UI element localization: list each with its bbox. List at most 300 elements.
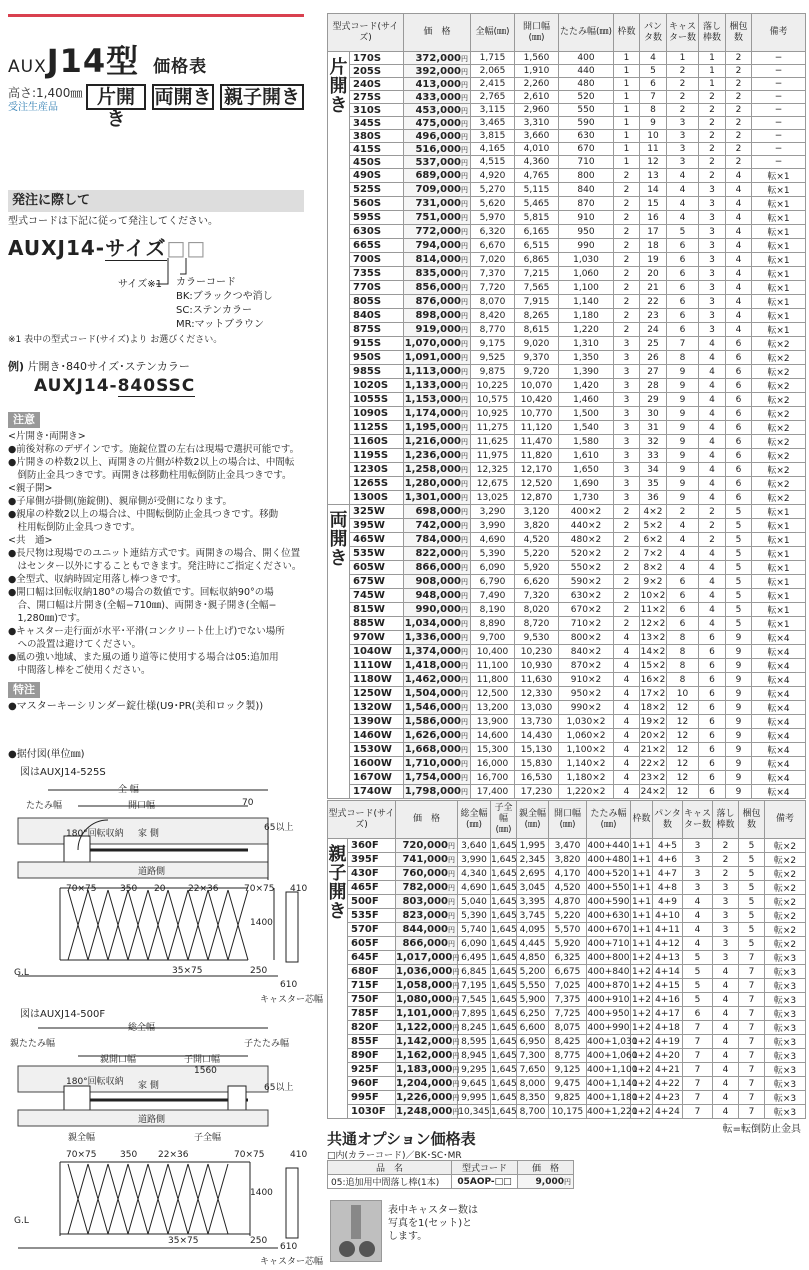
value-cell: 9 <box>726 631 752 645</box>
value-cell: 1,460 <box>559 393 614 407</box>
value-cell: 8,245 <box>458 1021 491 1035</box>
caution-line: ●全型式、収納時固定用落し棒つきです。 <box>8 574 187 585</box>
fig1-dim-35x75: 35×75 <box>172 966 203 976</box>
value-cell: 8,420 <box>471 309 515 323</box>
value-cell: 11 <box>640 143 667 156</box>
value-cell: 転×3 <box>765 951 806 965</box>
model-code: 1110W <box>350 659 404 673</box>
value-cell: 10,230 <box>515 645 559 659</box>
model-code: 240S <box>350 78 404 91</box>
value-cell: 3,820 <box>549 853 587 867</box>
value-cell: 3,660 <box>515 130 559 143</box>
value-cell: 転×1 <box>752 603 806 617</box>
price-value: 835,000 <box>415 268 461 279</box>
value-cell: 2 <box>699 104 726 117</box>
yen-unit: 円 <box>452 982 460 990</box>
value-cell: 550×2 <box>559 561 614 575</box>
value-cell: 16,000 <box>471 757 515 771</box>
value-cell: 2 <box>667 91 699 104</box>
table-row <box>328 965 806 979</box>
price-cell <box>404 547 471 561</box>
value-cell: 7,720 <box>471 281 515 295</box>
value-cell: 9 <box>667 463 699 477</box>
value-cell: 1+1 <box>632 896 651 907</box>
price-cell <box>404 65 471 78</box>
value-cell: 4 <box>726 211 752 225</box>
yen-unit: 円 <box>461 119 468 128</box>
value-cell: 4 <box>667 211 699 225</box>
value-cell: 転×3 <box>765 979 806 993</box>
value-cell: 転×2 <box>752 435 806 449</box>
value-cell: 1 <box>614 78 640 91</box>
yen-unit: 円 <box>452 1066 460 1074</box>
value-cell: 3 <box>614 463 640 477</box>
value-cell: 7 <box>739 979 765 993</box>
value-cell: 400+1,060 <box>587 1050 638 1061</box>
value-cell: 5×2 <box>640 519 667 533</box>
model-code: 415S <box>350 143 404 156</box>
value-cell: 5 <box>739 881 765 895</box>
fig1-dim-70x75-right: 70×75 <box>244 884 275 894</box>
price-value: 1,798,000 <box>404 786 461 797</box>
value-cell: 9 <box>726 687 752 701</box>
table2-footnote: 転=転倒防止金具 <box>722 1124 801 1135</box>
yen-unit: 円 <box>461 228 468 236</box>
value-cell: 6 <box>726 365 752 379</box>
model-code: 535F <box>348 909 396 923</box>
value-cell: 990 <box>559 239 614 253</box>
table-row <box>328 533 806 547</box>
value-cell: 転×1 <box>752 197 806 211</box>
yen-unit: 円 <box>461 718 468 726</box>
price-cell <box>404 617 471 631</box>
value-cell: 1,540 <box>559 421 614 435</box>
value-cell: 6,165 <box>515 225 559 239</box>
yen-unit: 円 <box>461 466 468 474</box>
price-cell <box>404 771 471 785</box>
value-cell: 20 <box>640 267 667 281</box>
value-cell: 転×2 <box>752 337 806 351</box>
model-code: 1265S <box>350 477 404 491</box>
model-code: 360F <box>348 839 396 853</box>
value-cell: 9,995 <box>458 1091 491 1105</box>
price-value: 413,000 <box>415 78 461 90</box>
model-code: 525S <box>350 183 404 197</box>
value-cell: 転×3 <box>765 965 806 979</box>
value-cell: 4,870 <box>549 895 587 909</box>
value-cell: 24×2 <box>640 786 666 797</box>
value-cell: 7,490 <box>471 589 515 603</box>
value-cell: 3 <box>614 407 640 421</box>
yen-unit: 円 <box>461 774 468 782</box>
options-table <box>327 1160 574 1189</box>
value-cell: 4+13 <box>653 951 683 965</box>
model-code: 500F <box>348 895 396 909</box>
value-cell: 11,625 <box>471 435 515 449</box>
value-cell: 9 <box>726 673 752 687</box>
value-cell: 2,345 <box>517 853 549 867</box>
value-cell: 9 <box>726 771 752 785</box>
value-cell: 12 <box>667 729 699 743</box>
value-cell: 4,360 <box>515 156 559 169</box>
value-cell: 6 <box>699 757 726 771</box>
price-value: 1,204,000 <box>396 1078 453 1089</box>
value-cell: 4 <box>614 771 640 785</box>
table1-body <box>328 52 806 799</box>
value-cell: 19×2 <box>640 716 666 727</box>
value-cell: 27 <box>640 365 667 379</box>
value-cell: 9 <box>726 757 752 771</box>
table-row <box>328 491 806 505</box>
value-cell: 2 <box>614 309 640 323</box>
value-cell: 4 <box>713 993 739 1007</box>
value-cell: 15,130 <box>515 743 559 757</box>
price-cell <box>396 979 458 993</box>
price-value: 689,000 <box>415 170 461 181</box>
fig2-dim-70x75-right: 70×75 <box>234 1150 265 1160</box>
value-cell: 950 <box>559 225 614 239</box>
model-code: 430F <box>348 867 396 881</box>
model-code: 1180W <box>350 673 404 687</box>
model-code: 395F <box>348 853 396 867</box>
value-cell: 16,530 <box>515 771 559 785</box>
value-cell: 7 <box>739 1021 765 1035</box>
price-value: 1,036,000 <box>396 966 453 977</box>
table-row <box>328 156 806 169</box>
value-cell: 670 <box>559 143 614 156</box>
price-value: 741,000 <box>402 854 448 865</box>
value-cell: 7 <box>739 1063 765 1077</box>
value-cell: 1,645 <box>491 1022 517 1033</box>
value-cell: 1,645 <box>491 994 517 1005</box>
value-cell: 400+1,100 <box>587 1064 638 1075</box>
table-row <box>328 449 806 463</box>
value-cell: 9,175 <box>471 337 515 351</box>
value-cell: 3,395 <box>517 895 549 909</box>
price-cell <box>404 715 471 729</box>
value-cell: 転×1 <box>752 505 806 519</box>
value-cell: 4 <box>614 729 640 743</box>
header-cell: パンタ数 <box>640 14 667 52</box>
value-cell: 7,375 <box>549 993 587 1007</box>
value-cell: 転×4 <box>752 771 806 785</box>
value-cell: 6 <box>699 659 726 673</box>
yen-unit: 円 <box>452 1108 460 1116</box>
color-sc: SC:ステンカラー <box>176 305 252 316</box>
value-cell: 10,575 <box>471 393 515 407</box>
table-row <box>328 757 806 771</box>
value-cell: 8×2 <box>640 561 667 575</box>
fig1-dim-410: 410 <box>290 884 308 894</box>
options-row <box>328 1175 574 1189</box>
value-cell: 6 <box>726 449 752 463</box>
header-cell: 型式コード(サイズ) <box>328 801 396 839</box>
table-row <box>328 853 806 867</box>
value-cell: 9 <box>667 449 699 463</box>
value-cell: 9,295 <box>458 1063 491 1077</box>
yen-unit: 円 <box>452 1052 460 1060</box>
value-cell: 31 <box>640 421 667 435</box>
value-cell: 7,025 <box>549 979 587 993</box>
value-cell: 400+440 <box>587 840 630 851</box>
value-cell: 12 <box>640 156 667 169</box>
value-cell: 3 <box>667 143 699 156</box>
model-code: 1250W <box>350 687 404 701</box>
fig2-dim-250: 250 <box>250 1236 268 1246</box>
price-value: 433,000 <box>415 91 461 103</box>
price-cell <box>404 603 471 617</box>
price-cell <box>404 91 471 104</box>
value-cell: 3 <box>699 197 726 211</box>
value-cell: 2 <box>713 853 739 867</box>
value-cell: 6,090 <box>471 561 515 575</box>
value-cell: 転×2 <box>752 477 806 491</box>
value-cell: 4 <box>683 937 713 951</box>
yen-unit: 円 <box>461 214 468 222</box>
value-cell: 4 <box>683 923 713 937</box>
value-cell: 840 <box>559 183 614 197</box>
yen-unit: 円 <box>461 382 468 390</box>
value-cell: 転×3 <box>765 1077 806 1091</box>
value-cell: 5 <box>739 909 765 923</box>
value-cell: 4,165 <box>471 143 515 156</box>
value-cell: 7 <box>739 1077 765 1091</box>
caution-line: への設置は避けてください。 <box>8 639 142 650</box>
yen-unit: 円 <box>461 326 468 334</box>
yen-unit: 円 <box>461 508 468 516</box>
value-cell: 4 <box>726 281 752 295</box>
value-cell: 3 <box>667 117 699 130</box>
value-cell: 12,500 <box>471 687 515 701</box>
price-value: 698,000 <box>415 506 461 517</box>
value-cell: 2 <box>726 78 752 91</box>
type-tag-double: 両開き <box>152 84 214 110</box>
value-cell: 5 <box>739 895 765 909</box>
table-row <box>328 729 806 743</box>
value-cell: 4,520 <box>549 881 587 895</box>
header-cell: 価 格 <box>396 801 458 839</box>
value-cell: 7,545 <box>458 993 491 1007</box>
value-cell: 6 <box>699 771 726 785</box>
value-cell: 400+1,030 <box>587 1036 638 1047</box>
value-cell: 4 <box>726 295 752 309</box>
caution-line: ●親扉の枠数2以上の場合は、中間転倒防止金具つきです。移動 <box>8 509 279 520</box>
diagram-title: ●据付図(単位㎜) <box>8 749 85 760</box>
value-cell: 転×1 <box>752 183 806 197</box>
value-cell: 9,370 <box>515 351 559 365</box>
value-cell: 4 <box>713 1049 739 1063</box>
special-label: 特注 <box>8 682 40 698</box>
type-tag-single: 片開き <box>86 84 146 110</box>
value-cell: 3,990 <box>471 519 515 533</box>
value-cell: 13×2 <box>640 632 666 643</box>
value-cell: 2 <box>667 505 699 519</box>
value-cell: 転×2 <box>765 895 806 909</box>
value-cell: 4 <box>699 547 726 561</box>
caution-line: ●子扉側が掛側(施錠側)、親扉側が受側になります。 <box>8 496 232 507</box>
value-cell: 9,020 <box>515 337 559 351</box>
value-cell: 3 <box>713 909 739 923</box>
value-cell: 4 <box>713 1035 739 1049</box>
value-cell: 4 <box>713 1091 739 1105</box>
value-cell: 9 <box>726 729 752 743</box>
price-value: 1,183,000 <box>396 1064 453 1075</box>
value-cell: 転×4 <box>752 729 806 743</box>
price-cell <box>404 645 471 659</box>
value-cell: 3 <box>699 253 726 267</box>
value-cell: 3,640 <box>458 839 491 853</box>
value-cell: 6,865 <box>515 253 559 267</box>
fig2-dim-410: 410 <box>290 1150 308 1160</box>
value-cell: 転×2 <box>752 463 806 477</box>
price-value: 1,248,000 <box>396 1106 453 1117</box>
model-code: 1125S <box>350 421 404 435</box>
model-code: 205S <box>350 65 404 78</box>
value-cell: 1+2 <box>632 1008 651 1019</box>
price-value: 1,258,000 <box>404 464 461 475</box>
value-cell: 4 <box>726 197 752 211</box>
price-value: 844,000 <box>402 924 448 935</box>
value-cell: 2 <box>614 295 640 309</box>
yen-unit: 円 <box>448 842 455 850</box>
value-cell: 400+520 <box>587 868 630 879</box>
value-cell: 1,995 <box>517 839 549 853</box>
value-cell: 9,475 <box>549 1077 587 1091</box>
caution-line: ●片開きの枠数2以上、両開きの片側が枠数2以上の場合は、中間転 <box>8 457 295 468</box>
value-cell: 12,325 <box>471 463 515 477</box>
value-cell: 5,900 <box>517 993 549 1007</box>
caution-line: <共 通> <box>8 535 53 546</box>
value-cell: 3 <box>713 951 739 965</box>
value-cell: 4,095 <box>517 923 549 937</box>
value-cell: 3 <box>699 295 726 309</box>
value-cell: 11×2 <box>640 604 666 615</box>
value-cell: 8,770 <box>471 323 515 337</box>
yen-unit: 円 <box>452 954 460 962</box>
value-cell: 400+1,140 <box>587 1078 638 1089</box>
value-cell: 2 <box>699 505 726 519</box>
value-cell: 5,740 <box>458 923 491 937</box>
value-cell: 21×2 <box>640 744 666 755</box>
header-cell: 備考 <box>765 801 806 839</box>
value-cell: 転×4 <box>752 701 806 715</box>
model-code: 465W <box>350 533 404 547</box>
value-cell: 転×2 <box>752 379 806 393</box>
value-cell: 2 <box>614 561 640 575</box>
price-cell <box>404 267 471 281</box>
value-cell: 4,445 <box>517 937 549 951</box>
value-cell: 2 <box>614 575 640 589</box>
value-cell: 8,720 <box>515 617 559 631</box>
value-cell: 3,470 <box>549 839 587 853</box>
value-cell: 8,075 <box>549 1021 587 1035</box>
value-cell: 9,720 <box>515 365 559 379</box>
price-cell <box>404 225 471 239</box>
fig2-total-width: 総全幅 <box>128 1023 156 1033</box>
fig2-caster: キャスター芯幅 <box>260 1257 324 1267</box>
value-cell: 1,060×2 <box>559 729 614 743</box>
value-cell: 3 <box>614 393 640 407</box>
value-cell: 転×2 <box>752 393 806 407</box>
model-code: 805S <box>350 295 404 309</box>
yen-unit: 円 <box>448 940 455 948</box>
value-cell: 5 <box>739 867 765 881</box>
price-cell <box>404 463 471 477</box>
value-cell: 転×1 <box>752 519 806 533</box>
price-cell <box>404 52 471 65</box>
value-cell: 12 <box>667 757 699 771</box>
value-cell: 5,390 <box>458 909 491 923</box>
yen-unit: 円 <box>461 606 468 614</box>
caution-line: ●前後対称のデザインです。施錠位置の左右は現場で選択可能です。 <box>8 444 300 455</box>
example-code: AUXJ14-840SSC <box>34 376 196 396</box>
price-cell <box>404 130 471 143</box>
table-row <box>328 659 806 673</box>
yen-unit: 円 <box>461 354 468 362</box>
value-cell: 16×2 <box>640 674 666 685</box>
value-cell: 4+17 <box>653 1007 683 1021</box>
table-row <box>328 589 806 603</box>
price-cell <box>404 379 471 393</box>
value-cell: 30 <box>640 407 667 421</box>
table-row <box>328 309 806 323</box>
value-cell: 1+1 <box>632 924 651 935</box>
value-cell: 13,030 <box>515 701 559 715</box>
value-cell: 6 <box>640 78 667 91</box>
value-cell: 1,645 <box>491 1036 517 1047</box>
value-cell: 11,120 <box>515 421 559 435</box>
value-cell: 3 <box>667 130 699 143</box>
value-cell: 2 <box>614 225 640 239</box>
value-cell: 4,765 <box>515 169 559 183</box>
value-cell: 2 <box>726 104 752 117</box>
model-code: 1030F <box>348 1105 396 1119</box>
yen-unit: 円 <box>461 452 468 460</box>
value-cell: 3 <box>667 156 699 169</box>
value-cell: 1+2 <box>632 1064 651 1075</box>
table-row <box>328 645 806 659</box>
value-cell: 2 <box>726 130 752 143</box>
value-cell: 1,910 <box>515 65 559 78</box>
value-cell: 800 <box>559 169 614 183</box>
value-cell: 6 <box>683 1007 713 1021</box>
yen-unit: 円 <box>461 620 468 628</box>
model-code: 395W <box>350 519 404 533</box>
value-cell: 7,725 <box>549 1007 587 1021</box>
price-cell <box>404 295 471 309</box>
value-cell: 19 <box>640 253 667 267</box>
value-cell: 3,815 <box>471 130 515 143</box>
value-cell: 8,595 <box>458 1035 491 1049</box>
value-cell: 6 <box>667 239 699 253</box>
model-code: 1320W <box>350 701 404 715</box>
yen-unit: 円 <box>452 1010 460 1018</box>
value-cell: 転×2 <box>765 923 806 937</box>
value-cell: 6 <box>699 673 726 687</box>
table-row <box>328 923 806 937</box>
model-code: 325W <box>350 505 404 519</box>
value-cell: 4 <box>726 323 752 337</box>
price-value: 782,000 <box>402 882 448 893</box>
table-row <box>328 130 806 143</box>
header-cell: たたみ幅(㎜) <box>587 801 631 839</box>
value-cell: 13,730 <box>515 715 559 729</box>
value-cell: 2 <box>614 211 640 225</box>
value-cell: 8,350 <box>517 1091 549 1105</box>
table-row <box>328 169 806 183</box>
value-cell: 4 <box>699 421 726 435</box>
value-cell: 24 <box>640 323 667 337</box>
